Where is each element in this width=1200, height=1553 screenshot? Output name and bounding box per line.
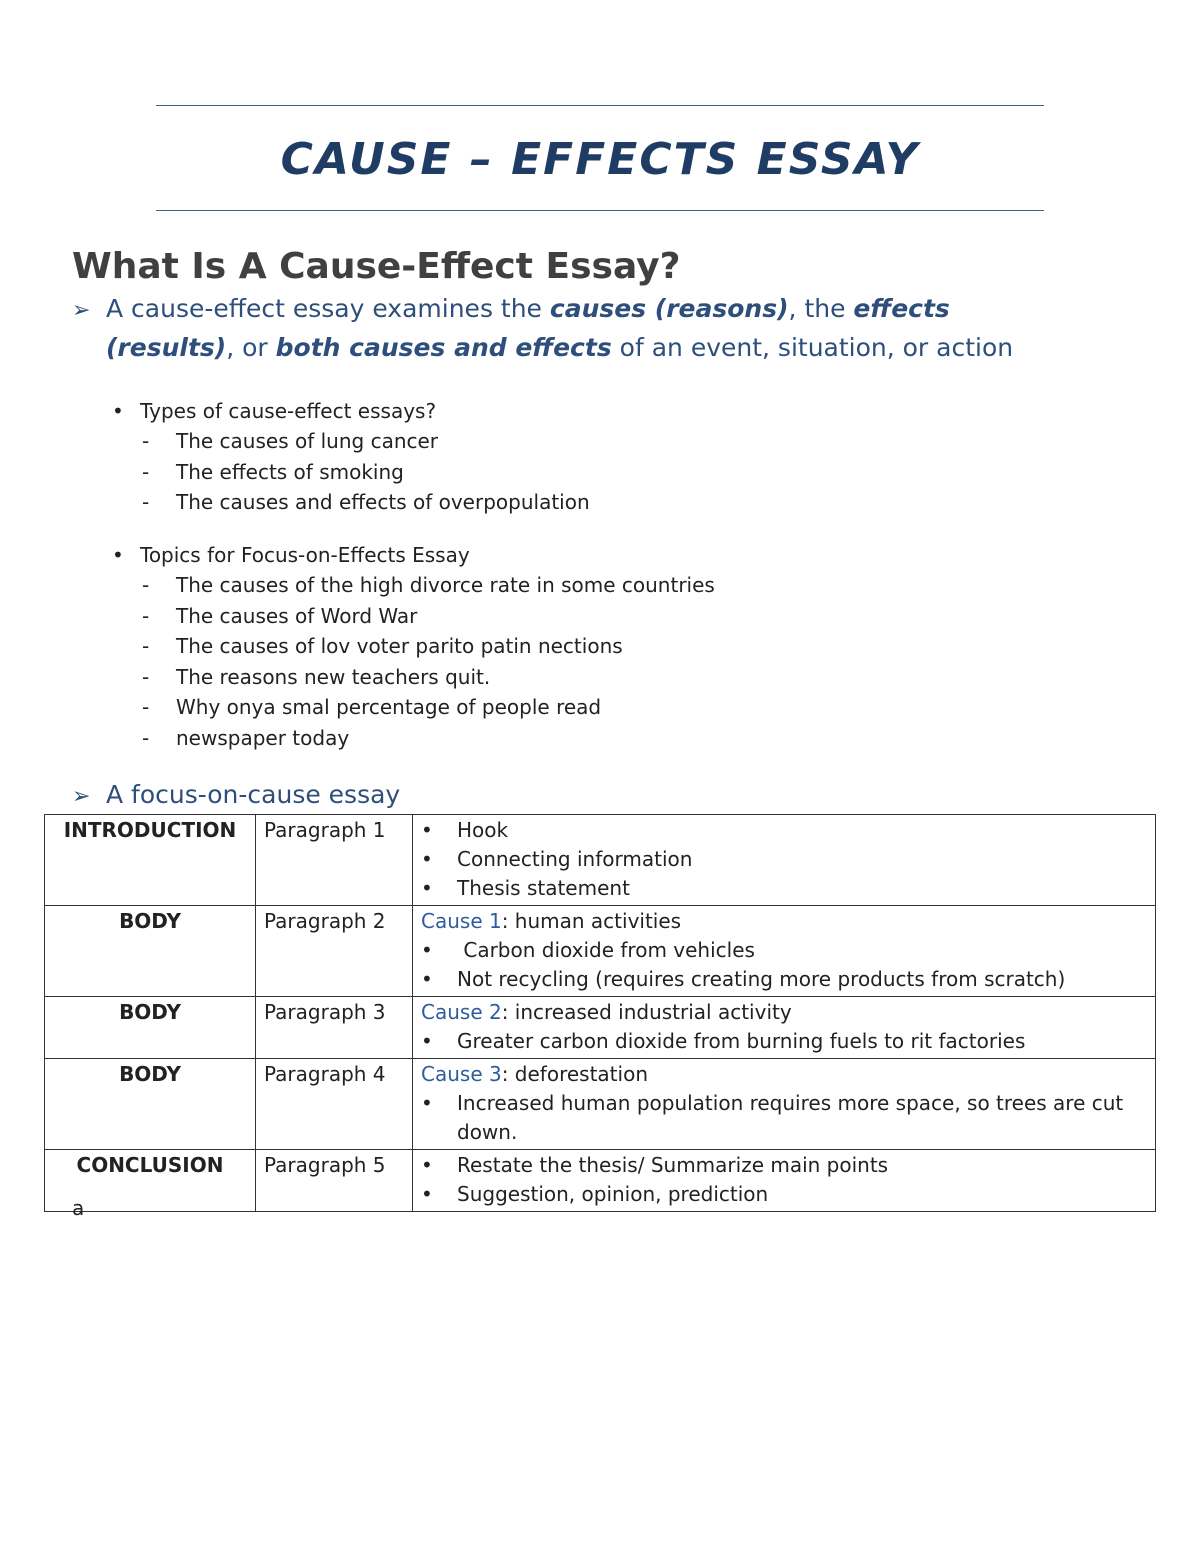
cause-label: Cause 1	[421, 909, 502, 933]
content-cell: Cause 1: human activities • Carbon dioxide from vehicles • Not recycling (requires creating more products from scratch)	[413, 906, 1156, 997]
list-item: - The reasons new teachers quit.	[142, 664, 491, 689]
bullet-icon: •	[421, 1029, 433, 1053]
list-item: - The causes of lung cancer	[142, 429, 439, 453]
topics-list	[112, 540, 715, 753]
arrow-bullet-icon: ➢	[72, 298, 91, 323]
table-row	[45, 997, 1156, 1059]
types-list	[112, 396, 590, 518]
emph-both: both causes and effects	[275, 333, 612, 362]
content-cell: • Hook • Connecting information • Thesis statement	[413, 815, 1156, 906]
bullet-icon: •	[421, 876, 433, 900]
bullet-icon: •	[421, 967, 433, 991]
bullet-icon: •	[421, 1153, 433, 1177]
arrow-bullet-icon: ➢	[72, 784, 91, 809]
title-rule-bottom	[156, 210, 1044, 211]
title-rule-top	[156, 105, 1044, 106]
bullet-icon: •	[421, 847, 433, 871]
definition-paragraph: ➢ A cause-effect essay examines the causes (reasons), the effects (results), or both causes and effects of an event, situation, or action	[72, 294, 1014, 362]
document-title: CAUSE – EFFECTS ESSAY	[280, 134, 920, 185]
list-item: - newspaper today	[142, 725, 350, 750]
list-item: - The causes of lov voter parito patin nections	[142, 634, 623, 658]
table-row	[45, 815, 1156, 906]
bullet-icon: •	[112, 543, 124, 567]
list-item: - The causes and effects of overpopulation	[142, 490, 590, 514]
table-row	[45, 1059, 1156, 1150]
list-item: - Why onya smal percentage of people read	[142, 695, 602, 719]
table-row	[45, 1150, 1156, 1212]
section-cell: INTRODUCTION	[45, 815, 256, 906]
content-cell: Cause 2: increased industrial activity • Greater carbon dioxide from burning fuels to rit factories	[413, 997, 1156, 1059]
emph-results: (results)	[106, 333, 227, 362]
paragraph-cell: Paragraph 3	[256, 997, 413, 1059]
types-heading: Types of cause-effect essays?	[140, 399, 437, 423]
section-cell: BODY	[45, 1059, 256, 1150]
section-cell: CONCLUSION	[45, 1150, 256, 1212]
essay-structure-table	[44, 814, 1156, 1212]
bullet-icon: •	[421, 1091, 433, 1115]
content-cell: Cause 3: deforestation • Increased human population requires more space, so trees are cut down.	[413, 1059, 1156, 1150]
table-row	[45, 906, 1156, 997]
list-item: - The causes of Word War	[142, 603, 418, 628]
content-cell: • Restate the thesis/ Summarize main points • Suggestion, opinion, prediction	[413, 1150, 1156, 1212]
section-heading: What Is A Cause-Effect Essay?	[72, 246, 681, 287]
bullet-icon: •	[112, 399, 124, 423]
paragraph-cell: Paragraph 5	[256, 1150, 413, 1212]
emph-causes: causes (reasons)	[549, 294, 789, 323]
cause-label: Cause 2	[421, 1000, 502, 1024]
focus-heading: ➢ A focus-on-cause essay	[72, 776, 400, 815]
bullet-icon: •	[421, 938, 433, 962]
paragraph-cell: Paragraph 4	[256, 1059, 413, 1150]
topics-heading: Topics for Focus-on-Effects Essay	[140, 543, 470, 567]
list-item: - The effects of smoking	[142, 459, 404, 484]
section-cell: BODY	[45, 906, 256, 997]
section-cell: BODY	[45, 997, 256, 1059]
paragraph-cell: Paragraph 2	[256, 906, 413, 997]
bullet-icon: •	[421, 818, 433, 842]
list-item: - The causes of the high divorce rate in some countries	[142, 573, 715, 597]
cause-label: Cause 3	[421, 1062, 502, 1086]
trailing-text: a	[72, 1196, 85, 1220]
bullet-icon: •	[421, 1182, 433, 1206]
emph-effects: effects	[853, 294, 950, 323]
paragraph-cell: Paragraph 1	[256, 815, 413, 906]
